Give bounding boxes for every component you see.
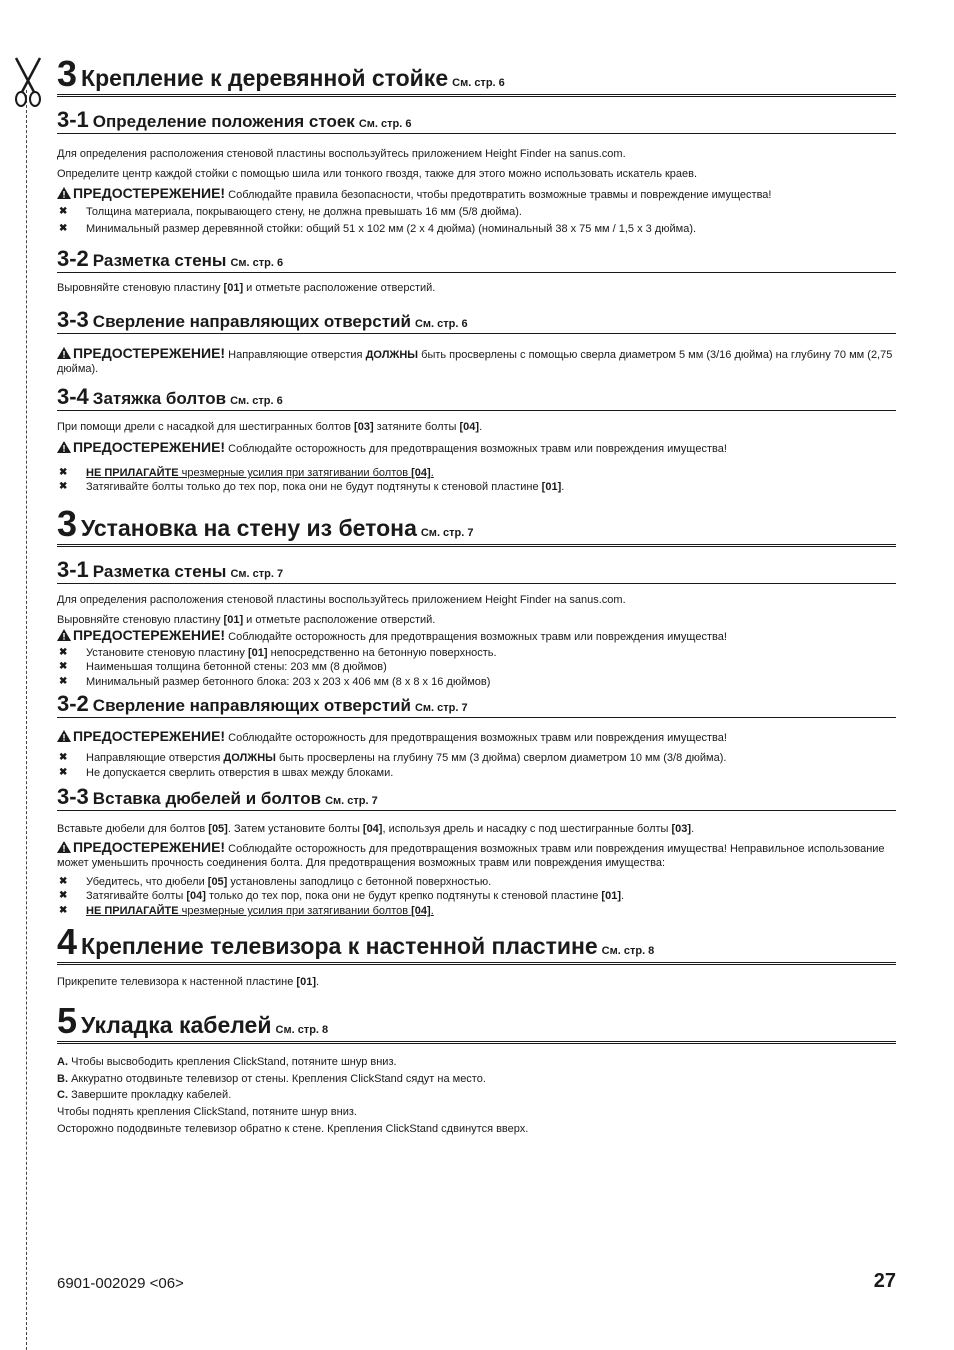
cut-line [26, 90, 27, 1350]
warning: ПРЕДОСТЕРЕЖЕНИЕ! Соблюдайте осторожность для предотвращения возможных травм или повреждения имущества! [57, 628, 896, 644]
paragraph: C. Завершите прокладку кабелей. [57, 1089, 232, 1101]
list-item: ✖ Наименьшая толщина бетонной стены: 203 мм (8 дюймов) [59, 661, 387, 673]
paragraph: Выровняйте стеновую пластину [01] и отметьте расположение отверстий. [57, 282, 436, 294]
paragraph: Осторожно пододвиньте телевизор обратно к стене. Крепления ClickStand сдвинутся вверх. [57, 1123, 529, 1135]
subsection-heading: 3-1 Определение положения стоек См. стр. 6 [57, 108, 896, 134]
list-item: ✖ Затягивайте болты только до тех пор, пока они не будут подтянуты к стеновой пластине [01]. [59, 481, 565, 493]
list-item: ✖ НЕ ПРИЛАГАЙТЕ чрезмерные усилия при затягивании болтов [04]. [59, 905, 434, 917]
paragraph: Вставьте дюбели для болтов [05]. Затем установите болты [04], используя дрель и насадку с под шестигранные болты [03]. [57, 823, 695, 835]
warning-icon [57, 347, 71, 359]
section-heading: 3 Установка на стену из бетона См. стр. 7 [57, 506, 896, 547]
section-heading: 5 Укладка кабелей См. стр. 8 [57, 1003, 896, 1044]
warning: ПРЕДОСТЕРЕЖЕНИЕ! Направляющие отверстия ДОЛЖНЫ быть просверлены с помощью сверла диаметром 5 мм (3/16 дюйма) на глубину 70 мм (2,75 дюйма). [57, 345, 893, 375]
subsection-heading: 3-2 Сверление направляющих отверстий См. стр. 7 [57, 692, 896, 718]
subsection-heading: 3-3 Вставка дюбелей и болтов См. стр. 7 [57, 785, 896, 811]
subsection-heading: 3-4 Затяжка болтов См. стр. 6 [57, 385, 896, 411]
paragraph: Чтобы поднять крепления ClickStand, потяните шнур вниз. [57, 1106, 357, 1118]
paragraph: Для определения расположения стеновой пластины воспользуйтесь приложением Height Finder на sanus.com. [57, 148, 626, 160]
warning: ПРЕДОСТЕРЕЖЕНИЕ! Соблюдайте правила безопасности, чтобы предотвратить возможные травмы и повреждение имущества! [57, 186, 896, 202]
warning: ПРЕДОСТЕРЕЖЕНИЕ! Соблюдайте осторожность для предотвращения возможных травм или повреждения имущества! [57, 729, 896, 745]
subsection-heading: 3-2 Разметка стены См. стр. 6 [57, 247, 896, 273]
list-item: ✖ Убедитесь, что дюбели [05] установлены заподлицо с бетонной поверхностью. [59, 876, 492, 888]
warning: ПРЕДОСТЕРЕЖЕНИЕ! Соблюдайте осторожность для предотвращения возможных травм или повреждения имущества! [57, 440, 896, 456]
section-heading: 4 Крепление телевизора к настенной пластине См. стр. 8 [57, 924, 896, 965]
paragraph: A. Чтобы высвободить крепления ClickStand, потяните шнур вниз. [57, 1056, 397, 1068]
subsection-heading: 3-1 Разметка стены См. стр. 7 [57, 558, 896, 584]
scissors-icon [12, 56, 44, 108]
section-heading: 3 Крепление к деревянной стойке См. стр. 6 [57, 56, 896, 97]
paragraph: B. Аккуратно отодвиньте телевизор от стены. Крепления ClickStand сядут на место. [57, 1073, 486, 1085]
warning-icon [57, 841, 71, 853]
warning-icon [57, 187, 71, 199]
warning: ПРЕДОСТЕРЕЖЕНИЕ! Соблюдайте осторожность для предотвращения возможных травм или повреждения имущества! Неправильное использование может уменьшить прочность соединения болта. Для предотвращения возможных травм или повреждения имущества: [57, 839, 885, 869]
warning-icon [57, 730, 71, 742]
paragraph: Для определения расположения стеновой пластины воспользуйтесь приложением Height Finder на sanus.com. [57, 594, 626, 606]
warning-icon [57, 441, 71, 453]
list-item: ✖ Установите стеновую пластину [01] непосредственно на бетонную поверхность. [59, 647, 497, 659]
page-number: 27 [873, 1270, 896, 1292]
list-item: ✖ Затягивайте болты [04] только до тех пор, пока они не будут крепко подтянуты к стеновой пластине [01]. [59, 890, 625, 902]
list-item: ✖ Не допускается сверлить отверстия в швах между блоками. [59, 767, 394, 779]
warning-icon [57, 629, 71, 641]
paragraph: Прикрепите телевизора к настенной пластине [01]. [57, 976, 320, 988]
list-item: ✖ НЕ ПРИЛАГАЙТЕ чрезмерные усилия при затягивании болтов [04]. [59, 467, 434, 479]
list-item: ✖ Минимальный размер бетонного блока: 203 x 203 x 406 мм (8 x 8 x 16 дюймов) [59, 676, 491, 688]
paragraph: Определите центр каждой стойки с помощью шила или тонкого гвоздя, также для этого можно использовать искатель краев. [57, 168, 698, 180]
list-item: ✖ Минимальный размер деревянной стойки: общий 51 x 102 мм (2 x 4 дюйма) (номинальный 38 x 75 мм / 1,5 x 3 дюйма). [59, 223, 697, 235]
document-code: 6901-002029 <06> [57, 1275, 184, 1292]
paragraph: Выровняйте стеновую пластину [01] и отметьте расположение отверстий. [57, 614, 436, 626]
list-item: ✖ Направляющие отверстия ДОЛЖНЫ быть просверлены на глубину 75 мм (3 дюйма) сверлом диаметром 10 мм (3/8 дюйма). [59, 752, 727, 764]
list-item: ✖ Толщина материала, покрывающего стену, не должна превышать 16 мм (5/8 дюйма). [59, 206, 522, 218]
subsection-heading: 3-3 Сверление направляющих отверстий См. стр. 6 [57, 308, 896, 334]
paragraph: При помощи дрели с насадкой для шестигранных болтов [03] затяните болты [04]. [57, 421, 483, 433]
